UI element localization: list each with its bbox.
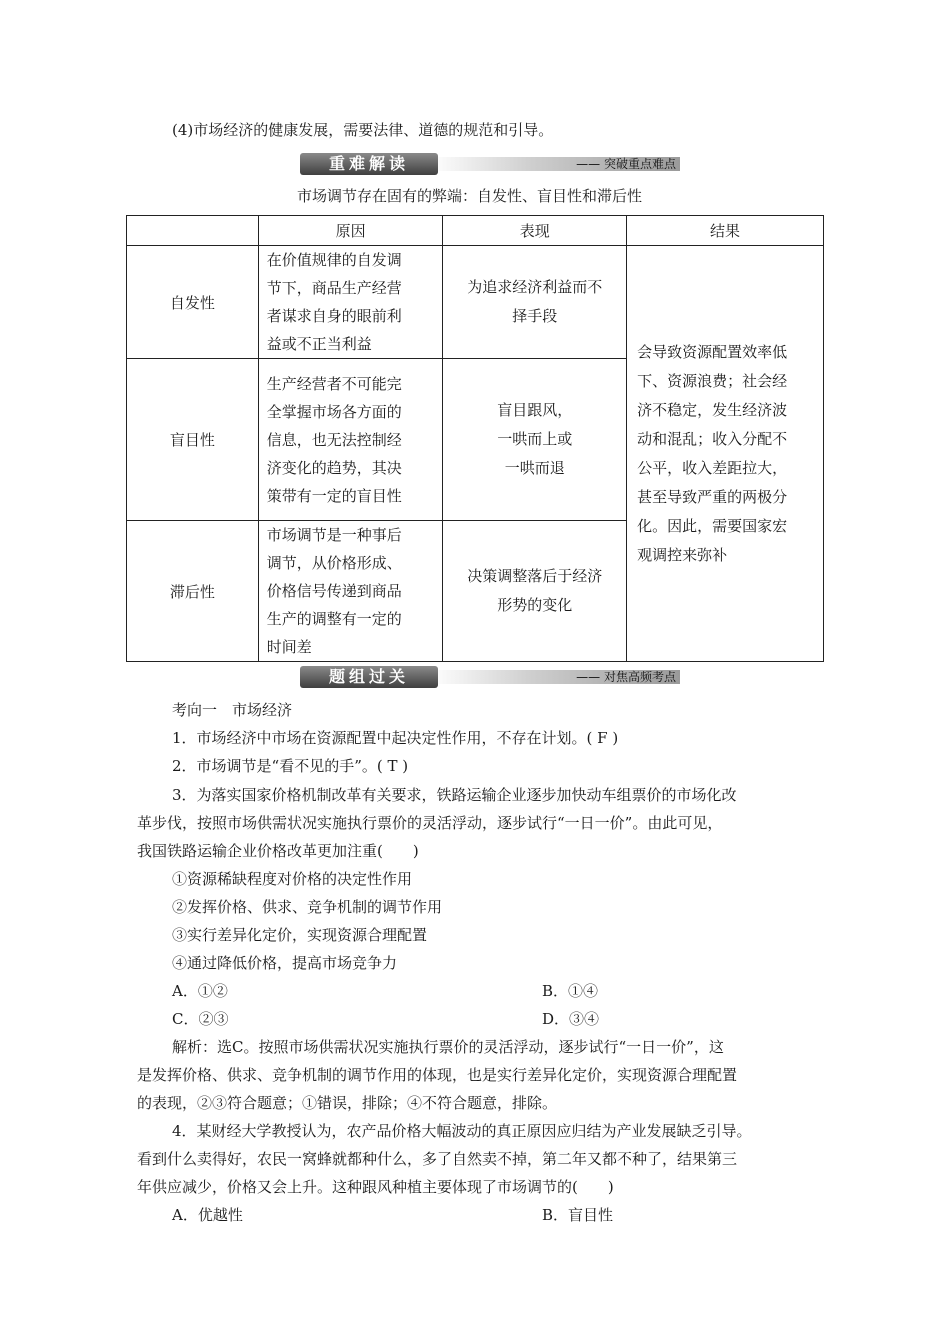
effect-line: 为追求经济利益而不 [467, 278, 603, 296]
shared-result [627, 246, 824, 662]
table-header-row [127, 216, 824, 246]
effect-line: 决策调整落后于经济 [467, 567, 603, 585]
cause-line: 者谋求自身的眼前利 [266, 307, 402, 325]
result-line: 化。因此，需要国家宏 [637, 516, 788, 535]
banner-tag: —— 对焦高频考点 [576, 670, 676, 684]
row-cause [258, 359, 443, 521]
result-line: 下、资源浪费；社会经 [637, 371, 788, 390]
effect-line: 一哄而上或 [497, 430, 573, 448]
effect-line: 形势的变化 [497, 596, 573, 614]
result-line: 会导致资源配置效率低 [637, 342, 788, 361]
question-3-option-d: D．③④ [542, 1010, 600, 1028]
cause-line: 调节，从价格形成、 [266, 554, 402, 572]
row-name: 滞后性 [127, 521, 259, 662]
question-3-line: 3．为落实国家价格机制改革有关要求，铁路运输企业逐步加快动车组票价的市场化改 [172, 786, 737, 804]
header-blank [127, 216, 259, 246]
analysis-line: 解析：选C。按照市场供需状况实施执行票价的灵活浮动，逐步试行“一日一价”，这 [172, 1038, 724, 1056]
cause-line: 益或不正当利益 [266, 335, 372, 353]
row-effect [443, 246, 627, 359]
cause-line: 信息，也无法控制经 [266, 430, 402, 449]
table-title: 市场调节存在固有的弊端：自发性、盲目性和滞后性 [297, 187, 643, 205]
result-line: 甚至导致严重的两极分 [637, 487, 788, 506]
cause-line: 策带有一定的盲目性 [266, 486, 402, 505]
header-result: 结果 [627, 216, 824, 246]
row-effect [443, 359, 627, 521]
banner-tag: —— 突破重点难点 [576, 157, 676, 171]
row-cause [258, 246, 443, 359]
cause-line: 在价值规律的自发调 [266, 251, 402, 269]
cause-line: 生产经营者不可能完 [266, 374, 402, 393]
cause-line: 济变化的趋势，其决 [266, 458, 402, 477]
row-name: 自发性 [127, 246, 259, 359]
question-4-option-a: A．优越性 [172, 1206, 243, 1224]
analysis-line: 的表现，②③符合题意；①错误，排除；④不符合题意，排除。 [137, 1094, 558, 1112]
question-2: 2．市场调节是“看不见的手”。( T ) [172, 757, 409, 775]
row-cause [258, 521, 443, 662]
header-cause: 原因 [258, 216, 443, 246]
analysis-line: 是发挥价格、供求、竞争机制的调节作用的体现，也是实行差异化定价，实现资源合理配置 [137, 1066, 738, 1084]
question-4-line: 4．某财经大学教授认为，农产品价格大幅波动的真正原因应归结为产业发展缺乏引导。 [172, 1122, 752, 1140]
intro-point: (4)市场经济的健康发展，需要法律、道德的规范和引导。 [172, 121, 554, 139]
question-4-option-b: B．盲目性 [542, 1206, 614, 1224]
question-3-option-a: A．①② [172, 982, 228, 1000]
market-drawbacks-table [126, 215, 824, 662]
banner-title: 重难解读 [300, 153, 438, 175]
question-4-line: 看到什么卖得好，农民一窝蜂就都种什么，多了自然卖不掉，第二年又都不种了，结果第三 [137, 1150, 738, 1168]
question-3-item: ③实行差异化定价，实现资源合理配置 [172, 926, 428, 944]
cause-line: 生产的调整有一定的 [266, 610, 402, 628]
result-line: 济不稳定，发生经济波 [637, 400, 788, 419]
header-effect: 表现 [443, 216, 627, 246]
cause-line: 价格信号传递到商品 [266, 582, 402, 600]
cause-line: 市场调节是一种事后 [266, 526, 402, 544]
cause-line: 时间差 [266, 638, 312, 656]
question-3-line: 我国铁路运输企业价格改革更加注重( ) [137, 842, 419, 860]
section-banner-key-points [300, 153, 680, 175]
table-row [127, 246, 824, 359]
banner-title: 题组过关 [300, 666, 438, 688]
result-line: 观调控来弥补 [637, 545, 728, 564]
exam-direction: 考向一 市场经济 [172, 701, 293, 719]
question-3-option-b: B．①④ [542, 982, 599, 1000]
effect-line: 盲目跟风， [497, 401, 573, 419]
section-banner-exercises [300, 666, 680, 688]
question-3-item: ②发挥价格、供求、竞争机制的调节作用 [172, 898, 443, 916]
question-3-option-c: C．②③ [172, 1010, 229, 1028]
cause-line: 全掌握市场各方面的 [266, 402, 402, 421]
question-3-line: 革步伐，按照市场供需状况实施执行票价的灵活浮动，逐步试行“一日一价”。由此可见， [137, 814, 723, 832]
cause-line: 节下，商品生产经营 [266, 279, 402, 297]
question-4-line: 年供应减少，价格又会上升。这种跟风种植主要体现了市场调节的( ) [137, 1178, 614, 1196]
effect-line: 择手段 [512, 307, 558, 325]
question-1: 1．市场经济中市场在资源配置中起决定性作用，不存在计划。( F ) [172, 729, 619, 747]
row-name: 盲目性 [127, 359, 259, 521]
question-3-item: ④通过降低价格，提高市场竞争力 [172, 954, 398, 972]
result-line: 公平，收入差距拉大， [637, 458, 788, 477]
result-line: 动和混乱；收入分配不 [637, 429, 788, 448]
effect-line: 一哄而退 [504, 459, 565, 477]
question-3-item: ①资源稀缺程度对价格的决定性作用 [172, 870, 413, 888]
row-effect [443, 521, 627, 662]
